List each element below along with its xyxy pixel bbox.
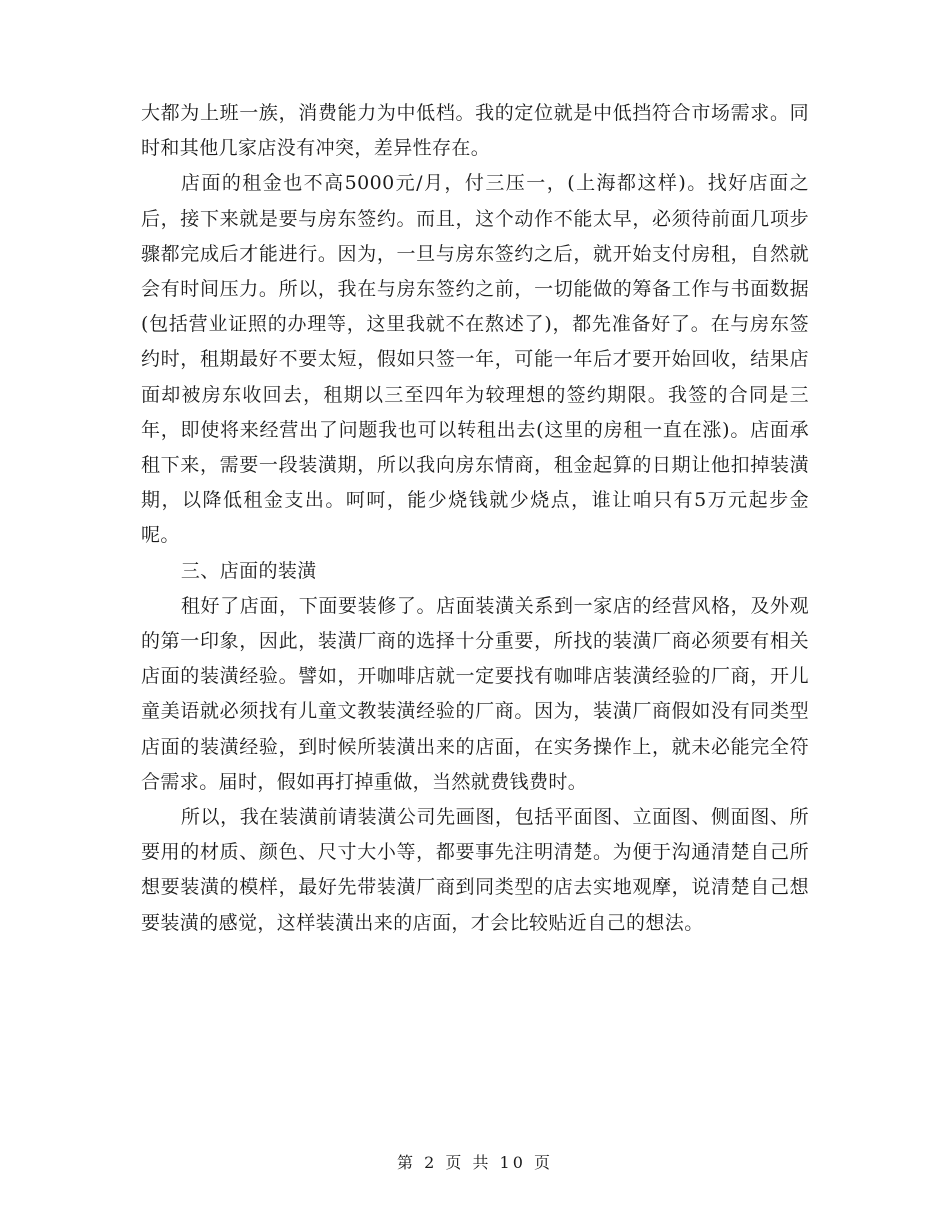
paragraph-2: 店面的租金也不高5000元/月，付三压一，(上海都这样)。找好店面之后，接下来就是要与房东签约。而且，这个动作不能太早，必须待前面几项步骤都完成后才能进行。因为，一旦与房东签约之后，就开始支付房租，自然就会有时间压力。所以，我在与房东签约之前，一切能做的筹备工作与书面数据(包括营业证照的办理等，这里我就不在熬述了)，都先准备好了。在与房东签约时，租期最好不要太短，假如只签一年，可能一年后才要开始回收，结果店面却被房东收回去，租期以三至四年为较理想的签约期限。我签的合同是三年，即使将来经营出了问题我也可以转租出去(这里的房租一直在涨)。店面承租下来，需要一段装潢期，所以我向房东情商，租金起算的日期让他扣掉装潢期，以降低租金支出。呵呵，能少烧钱就少烧点，谁让咱只有5万元起步金呢。 [141, 172, 809, 547]
paragraph-1: 大都为上班一族，消费能力为中低档。我的定位就是中低挡符合市场需求。同时和其他几家店没有冲突，差异性存在。 [141, 102, 809, 160]
paragraph-4: 所以，我在装潢前请装潢公司先画图，包括平面图、立面图、侧面图、所要用的材质、颜色、尺寸大小等，都要事先注明清楚。为便于沟通清楚自己所想要装潢的模样，最好先带装潢厂商到同类型的店去实地观摩，说清楚自己想要装潢的感觉，这样装潢出来的店面，才会比较贴近自己的想法。 [141, 806, 809, 934]
page-number-footer: 第 2 页 共 10 页 [397, 1153, 553, 1172]
section-heading: 三、店面的装潢 [180, 559, 317, 582]
paragraph-3: 租好了店面，下面要装修了。店面装潢关系到一家店的经营风格，及外观的第一印象，因此，装潢厂商的选择十分重要，所找的装潢厂商必须要有相关店面的装潢经验。譬如，开咖啡店就一定要找有咖啡店装潢经验的厂商，开儿童美语就必须找有儿童文教装潢经验的厂商。因为，装潢厂商假如没有同类型店面的装潢经验，到时候所装潢出来的店面，在实务操作上，就未必能完全符合需求。届时，假如再打掉重做，当然就费钱费时。 [141, 594, 809, 793]
document-body [141, 96, 809, 941]
